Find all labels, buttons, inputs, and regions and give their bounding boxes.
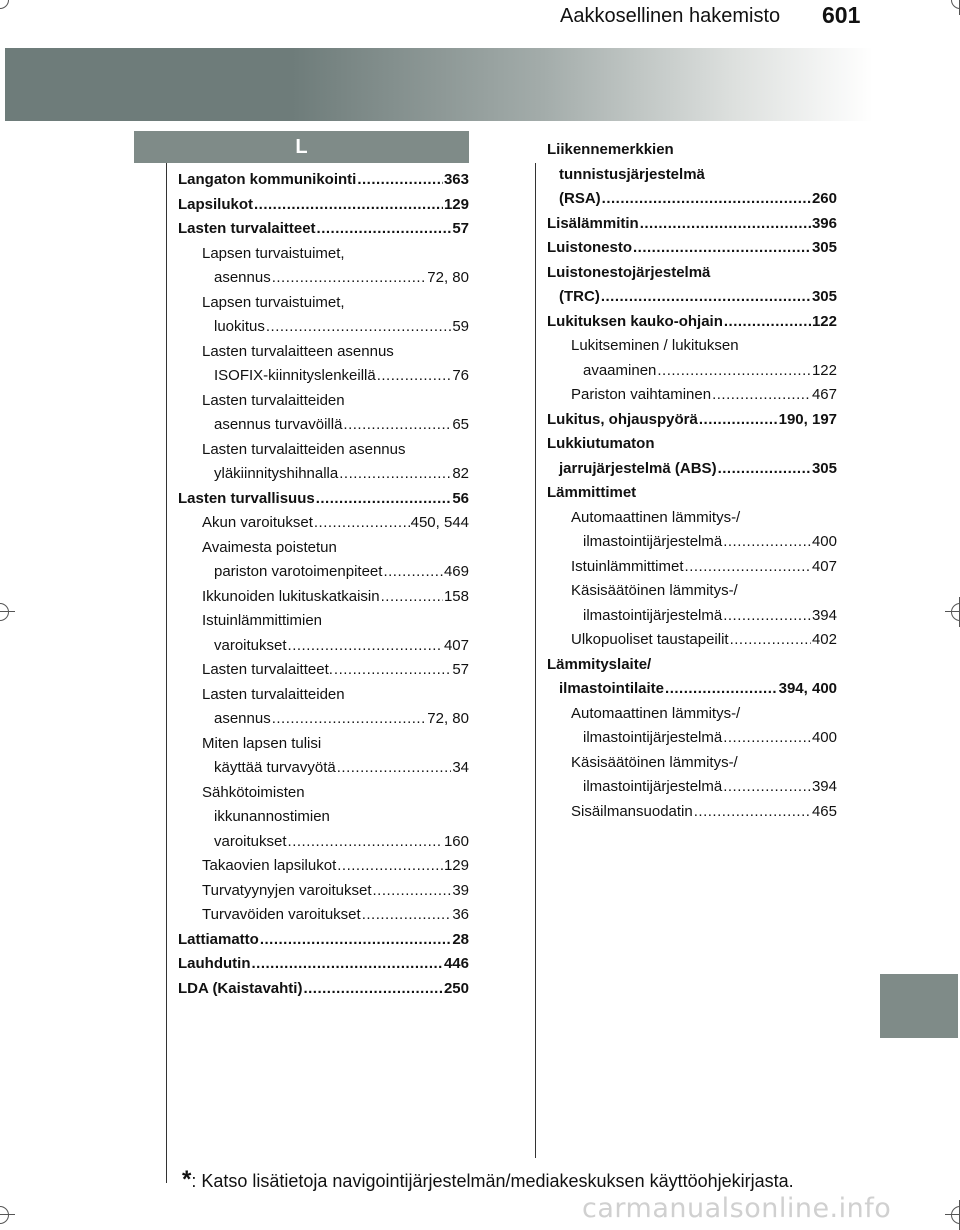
index-entry-text: Takaovien lapsilukot	[202, 857, 337, 874]
index-entry	[178, 487, 469, 512]
index-entry	[178, 854, 469, 879]
column-rule-middle	[535, 163, 536, 1158]
index-entry-page: 305	[811, 459, 837, 477]
index-entry-page: 260	[811, 190, 837, 207]
crop-mark-middle-right	[945, 597, 960, 627]
leader-dots	[723, 775, 811, 800]
index-entry-page: 467	[811, 386, 837, 403]
index-entry-text: (RSA)	[559, 190, 601, 207]
leader-dots	[337, 756, 452, 781]
page-number: 601	[822, 2, 861, 28]
index-entry-page: 305	[811, 239, 837, 256]
index-entry-text: tunnistusjärjestelmä	[559, 165, 705, 183]
index-entry-text: Pariston vaihtaminen	[571, 386, 712, 403]
index-entry-text: Turvatyynyjen varoitukset	[202, 881, 372, 899]
index-entry-page: 65	[452, 416, 469, 433]
index-entry-text: Lasten turvalaitteet	[178, 220, 316, 237]
footnote-text: : Katso lisätietoja navigointijärjestelmän/mediakeskuksen käyttöohjekirjasta.	[191, 1171, 794, 1191]
header-banner	[5, 48, 873, 121]
index-entry-text: Luistonesto	[547, 239, 632, 256]
index-entry-text: ikkunannostimien	[214, 808, 330, 825]
index-entry	[178, 732, 469, 781]
index-entry-text: Lukitseminen / lukituksen	[571, 337, 739, 354]
leader-dots	[718, 457, 811, 482]
leader-dots	[373, 879, 452, 904]
index-entry-page: 407	[811, 557, 837, 575]
index-entry-text: ilmastointilaite	[559, 680, 665, 697]
index-entry	[178, 291, 469, 340]
leader-dots	[685, 555, 811, 580]
leader-dots	[724, 310, 811, 335]
crop-mark-bottom-left	[0, 1200, 15, 1230]
index-entry-text: Lapsen turvaistuimet,	[202, 293, 345, 311]
index-entry-text: asennus	[214, 710, 271, 727]
index-entry-page: 59	[452, 318, 469, 335]
leader-dots	[723, 726, 811, 751]
index-entry-page: 129	[443, 195, 469, 213]
index-entry-page: 36	[452, 906, 469, 923]
index-entry-page: 72, 80	[427, 710, 469, 727]
index-entry	[547, 334, 837, 383]
leader-dots	[712, 383, 811, 408]
index-entry	[178, 609, 469, 658]
index-entry-text: Sisäilmansuodatin	[571, 802, 693, 820]
section-letter-header: L	[134, 131, 469, 163]
leader-dots	[362, 903, 452, 928]
index-entry-page: 465	[811, 802, 837, 820]
index-entry	[547, 800, 837, 825]
index-entry-text: Lukkiutumaton	[547, 435, 655, 452]
index-entry	[547, 408, 837, 433]
index-entry-text: Istuinlämmittimet	[571, 557, 684, 575]
footnote	[182, 1166, 794, 1194]
index-entry-text: Avaimesta poistetun	[202, 538, 337, 556]
index-entry	[178, 683, 469, 732]
index-entry-page: 394, 400	[778, 680, 837, 697]
index-entry-text: Lapsilukot	[178, 195, 254, 213]
index-entry-text: ilmastointijärjestelmä	[583, 606, 723, 624]
section-tab-marker	[880, 974, 958, 1038]
index-entry-page: 190, 197	[778, 410, 837, 428]
index-entry-text: ilmastointijärjestelmä	[583, 729, 723, 746]
index-entry	[547, 751, 837, 800]
index-entry-text: Luistonestojärjestelmä	[547, 263, 711, 281]
index-entry-text: Lasten turvalaitteet.	[202, 661, 333, 678]
index-entry	[547, 212, 837, 237]
index-entry-page: 305	[811, 288, 837, 305]
index-entry-page: 396	[811, 214, 837, 232]
index-entry-page: 122	[811, 312, 837, 330]
index-entry-page: 450, 544	[410, 514, 469, 531]
index-entry-text: Lämmityslaite/	[547, 655, 652, 673]
index-entry-page: 57	[452, 220, 469, 237]
index-entry-page: 394	[811, 778, 837, 795]
leader-dots	[381, 585, 443, 610]
index-entry-text: Liikennemerkkien	[547, 141, 674, 158]
index-entry-page: 400	[811, 533, 837, 550]
index-entry-page: 72, 80	[427, 269, 469, 286]
index-entry-text: jarrujärjestelmä (ABS)	[559, 459, 717, 477]
index-entry-text: Lasten turvallisuus	[178, 489, 315, 507]
leader-dots	[657, 359, 811, 384]
index-entry	[178, 879, 469, 904]
index-entry-text: yläkiinnityshihnalla	[214, 465, 339, 482]
index-entry-text: Lukituksen kauko-ohjain	[547, 312, 723, 330]
page-header-title: Aakkosellinen hakemisto	[560, 5, 781, 27]
index-entry-text: Turvavöiden varoitukset	[202, 906, 361, 923]
leader-dots	[272, 266, 427, 291]
index-entry-text: Automaattinen lämmitys-/	[571, 508, 741, 526]
index-entry-page: 57	[452, 661, 469, 678]
index-entry	[178, 928, 469, 953]
index-entry-page: 34	[452, 759, 469, 776]
index-entry-page: 250	[443, 979, 469, 997]
footnote-marker: *	[182, 1166, 192, 1193]
index-entry-text: käyttää turvavyötä	[214, 759, 336, 776]
index-entry-page: 407	[443, 636, 469, 654]
leader-dots	[723, 530, 811, 555]
index-entry	[547, 138, 837, 212]
index-entry-page: 82	[452, 465, 469, 482]
index-entry	[178, 389, 469, 438]
index-entry-text: Käsisäätöinen lämmitys-/	[571, 582, 738, 599]
index-entry	[547, 261, 837, 310]
column-rule-left	[166, 163, 167, 1183]
index-entry	[178, 536, 469, 585]
leader-dots	[723, 604, 811, 629]
index-entry	[178, 438, 469, 487]
index-entry-text: LDA (Kaistavahti)	[178, 979, 303, 997]
crop-mark-bottom-right	[945, 1200, 960, 1230]
index-entry-text: Lattiamatto	[178, 930, 259, 948]
index-entry-text: Akun varoitukset	[202, 514, 313, 531]
index-entry-text: Automaattinen lämmitys-/	[571, 704, 741, 722]
index-entry-text: Sähkötoimisten	[202, 783, 305, 801]
index-entry	[178, 585, 469, 610]
index-entry-text: Lisälämmitin	[547, 214, 639, 232]
index-entry-page: 28	[452, 930, 469, 948]
index-entry-text: Langaton kommunikointi	[178, 171, 357, 188]
index-entry-page: 402	[811, 631, 837, 648]
leader-dots	[260, 928, 451, 953]
leader-dots	[254, 193, 443, 218]
index-entry	[547, 628, 837, 653]
index-entry-text: Lapsen turvaistuimet,	[202, 244, 345, 262]
index-entry-page: 400	[811, 729, 837, 746]
index-entry	[547, 432, 837, 481]
leader-dots	[602, 187, 811, 212]
index-column-left	[178, 168, 469, 1001]
leader-dots	[337, 854, 443, 879]
leader-dots	[699, 408, 778, 433]
leader-dots	[303, 977, 443, 1002]
index-entry-text: Käsisäätöinen lämmitys-/	[571, 753, 738, 771]
index-entry-text: Miten lapsen tulisi	[202, 734, 322, 752]
leader-dots	[272, 707, 427, 732]
leader-dots	[343, 413, 451, 438]
index-entry	[178, 952, 469, 977]
index-entry-text: luokitus	[214, 318, 265, 335]
index-entry-text: Lasten turvalaitteiden	[202, 391, 345, 409]
leader-dots	[339, 462, 451, 487]
index-entry-text: Lasten turvalaitteen asennus	[202, 342, 394, 360]
leader-dots	[334, 658, 451, 683]
leader-dots	[383, 560, 443, 585]
index-entry-text: asennus turvavöillä	[214, 416, 343, 433]
index-entry-page: 160	[443, 832, 469, 850]
index-entry	[178, 658, 469, 683]
index-entry-text: avaaminen	[583, 361, 657, 379]
index-entry-page: 469	[443, 563, 469, 580]
index-entry	[178, 340, 469, 389]
index-entry-text: Lämmittimet	[547, 484, 637, 501]
index-entry	[547, 579, 837, 628]
leader-dots	[288, 830, 443, 855]
index-entry-page: 122	[811, 361, 837, 379]
leader-dots	[377, 364, 452, 389]
index-entry	[547, 310, 837, 335]
crop-mark-top-left	[0, 0, 15, 15]
index-entry	[547, 555, 837, 580]
index-entry-text: Ulkopuoliset taustapeilit	[571, 631, 729, 648]
leader-dots	[640, 212, 811, 237]
index-entry	[547, 653, 837, 702]
crop-mark-middle-left	[0, 597, 15, 627]
index-entry	[178, 977, 469, 1002]
index-entry-text: Ikkunoiden lukituskatkaisin	[202, 587, 380, 605]
index-entry-text: Lauhdutin	[178, 955, 251, 972]
index-entry-text: Istuinlämmittimien	[202, 612, 323, 629]
index-entry-page: 394	[811, 606, 837, 624]
leader-dots	[665, 677, 778, 702]
index-entry	[547, 481, 837, 506]
leader-dots	[317, 217, 452, 242]
index-entry-text: asennus	[214, 269, 271, 286]
index-entry-page: 363	[443, 171, 469, 188]
leader-dots	[730, 628, 811, 653]
index-entry	[178, 511, 469, 536]
index-entry-text: (TRC)	[559, 288, 600, 305]
leader-dots	[601, 285, 811, 310]
index-entry	[547, 236, 837, 261]
index-entry	[547, 702, 837, 751]
index-entry-text: varoitukset	[214, 832, 287, 850]
leader-dots	[694, 800, 811, 825]
index-entry-page: 39	[452, 881, 469, 899]
index-entry-page: 76	[452, 367, 469, 384]
index-entry-text: Lasten turvalaitteiden	[202, 685, 345, 703]
leader-dots	[357, 168, 443, 193]
index-entry-text: varoitukset	[214, 636, 287, 654]
leader-dots	[633, 236, 811, 261]
index-entry	[178, 217, 469, 242]
index-entry-page: 129	[443, 857, 469, 874]
index-entry	[547, 506, 837, 555]
index-entry-page: 158	[443, 587, 469, 605]
leader-dots	[251, 952, 442, 977]
index-entry-text: Lukitus, ohjauspyörä	[547, 410, 698, 428]
leader-dots	[266, 315, 451, 340]
index-entry	[178, 781, 469, 855]
index-entry-page: 446	[443, 955, 469, 972]
index-entry-page: 56	[452, 489, 469, 507]
index-entry-text: ilmastointijärjestelmä	[583, 533, 723, 550]
index-entry	[547, 383, 837, 408]
index-entry-text: ilmastointijärjestelmä	[583, 778, 723, 795]
index-entry	[178, 242, 469, 291]
leader-dots	[314, 511, 410, 536]
index-entry-text: Lasten turvalaitteiden asennus	[202, 440, 406, 458]
watermark: carmanualsonline.info	[582, 1193, 892, 1224]
index-entry-text: ISOFIX-kiinnityslenkeillä	[214, 367, 376, 384]
index-entry-text: pariston varotoimenpiteet	[214, 563, 383, 580]
crop-mark-top-right	[945, 0, 960, 15]
index-entry	[178, 903, 469, 928]
leader-dots	[288, 634, 443, 659]
index-column-right	[547, 138, 837, 824]
index-entry	[178, 193, 469, 218]
leader-dots	[316, 487, 452, 512]
index-entry	[178, 168, 469, 193]
